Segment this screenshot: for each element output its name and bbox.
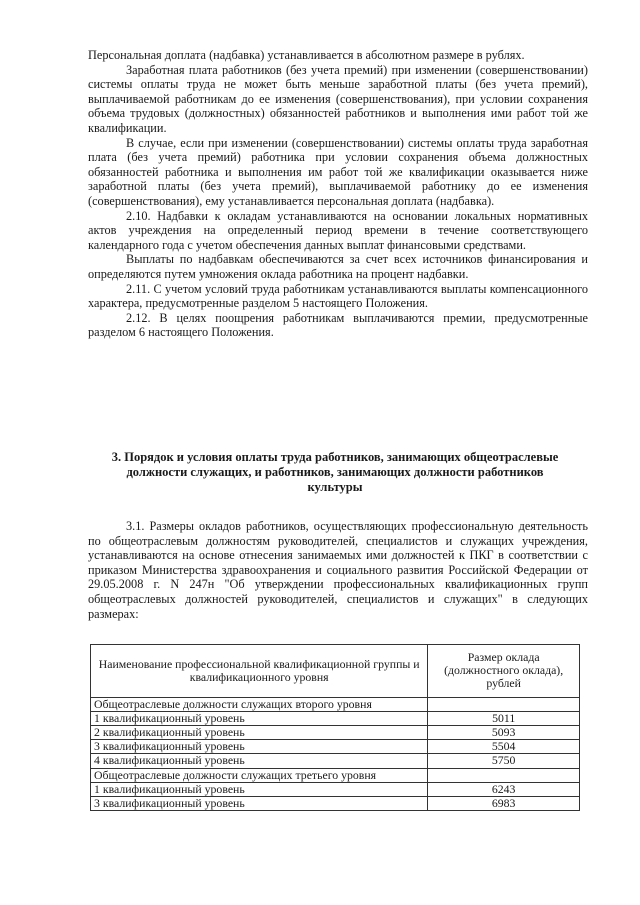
table-cell-value bbox=[428, 697, 580, 711]
paragraph: Выплаты по надбавкам обеспечиваются за счет всех источников финансирования и определяются путем умножения оклада работника на процент надбавки. bbox=[88, 252, 588, 281]
paragraph: 2.11. С учетом условий труда работникам устанавливаются выплаты компенсационного характера, предусмотренные разделом 5 настоящего Положения. bbox=[88, 281, 588, 311]
table-row bbox=[91, 711, 580, 725]
table-row bbox=[91, 740, 580, 754]
table-row bbox=[91, 782, 580, 796]
table-row bbox=[91, 697, 580, 711]
table-cell-label: 1 квалификационный уровень bbox=[91, 782, 428, 796]
table-header-cell: Наименование профессиональной квалификационной группы и квалификационного уровня bbox=[91, 645, 428, 698]
paragraph: 2.10. Надбавки к окладам устанавливаются на основании локальных нормативных актов учреждения на определенный период времени в течение соответствующего календарного года с учетом обеспечения данных выплат финансовыми средствами. bbox=[88, 208, 588, 252]
table-header-cell: Размер оклада (должностного оклада), рублей bbox=[428, 645, 580, 698]
table-cell-value: 5011 bbox=[428, 711, 580, 725]
salary-table bbox=[90, 644, 580, 811]
table-cell-value: 5750 bbox=[428, 754, 580, 768]
body-text-top bbox=[88, 48, 588, 340]
table-cell-label: 3 квалификационный уровень bbox=[91, 797, 428, 811]
table-cell-label: Общеотраслевые должности служащих третьего уровня bbox=[91, 768, 428, 782]
table-row bbox=[91, 754, 580, 768]
table-row bbox=[91, 768, 580, 782]
table-cell-value: 5093 bbox=[428, 726, 580, 740]
table-cell-value: 5504 bbox=[428, 740, 580, 754]
table-row bbox=[91, 797, 580, 811]
paragraph: Заработная плата работников (без учета премий) при изменении (совершенствовании) системы оплаты труда не может быть меньше заработной платы (без учета премий), выплачиваемой работникам до ее изменения (совершенствования), при условии сохранения объема трудовых (должностных) обязанностей работников и выполнения ими работ той же квалификации. bbox=[88, 62, 588, 135]
section-heading: 3. Порядок и условия оплаты труда работников, занимающих общеотраслевые должности служащих, и работников, занимающих должности работников культуры bbox=[111, 450, 559, 494]
table-cell-value bbox=[428, 768, 580, 782]
paragraph: 2.12. В целях поощрения работникам выплачиваются премии, предусмотренные разделом 6 настоящего Положения. bbox=[88, 310, 588, 340]
paragraph: Персональная доплата (надбавка) устанавливается в абсолютном размере в рублях. bbox=[88, 48, 525, 62]
paragraph: 3.1. Размеры окладов работников, осуществляющих профессиональную деятельность по общеотраслевым должностям руководителей, специалистов и служащих учреждения, устанавливаются на основе отнесения занимаемых ими должностей к ПКГ в соответствии с приказом Министерства здравоохранения и социального развития Российской Федерации от 29.05.2008 г. N 247н "Об утверждении профессиональных квалификационных групп общеотраслевых должностей руководителей, специалистов и служащих" в следующих размерах: bbox=[88, 519, 588, 621]
table-cell-value: 6243 bbox=[428, 782, 580, 796]
table-row bbox=[91, 726, 580, 740]
table-header-row bbox=[91, 645, 580, 698]
table-cell-label: 4 квалификационный уровень bbox=[91, 754, 428, 768]
table-cell-label: 3 квалификационный уровень bbox=[91, 740, 428, 754]
paragraph: В случае, если при изменении (совершенствовании) системы оплаты труда заработная плата (без учета премий) работника при условии сохранения объема должностных обязанностей работника и выполнения им работ той же квалификации оказывается ниже заработной платы (без учета премий), выплачиваемой работнику до ее изменения (совершенствования), ему устанавливается персональная доплата (надбавка). bbox=[88, 135, 588, 208]
table-cell-label: 2 квалификационный уровень bbox=[91, 726, 428, 740]
body-text-section bbox=[88, 519, 588, 621]
table-cell-label: 1 квалификационный уровень bbox=[91, 711, 428, 725]
table-cell-value: 6983 bbox=[428, 797, 580, 811]
table-cell-label: Общеотраслевые должности служащих второго уровня bbox=[91, 697, 428, 711]
